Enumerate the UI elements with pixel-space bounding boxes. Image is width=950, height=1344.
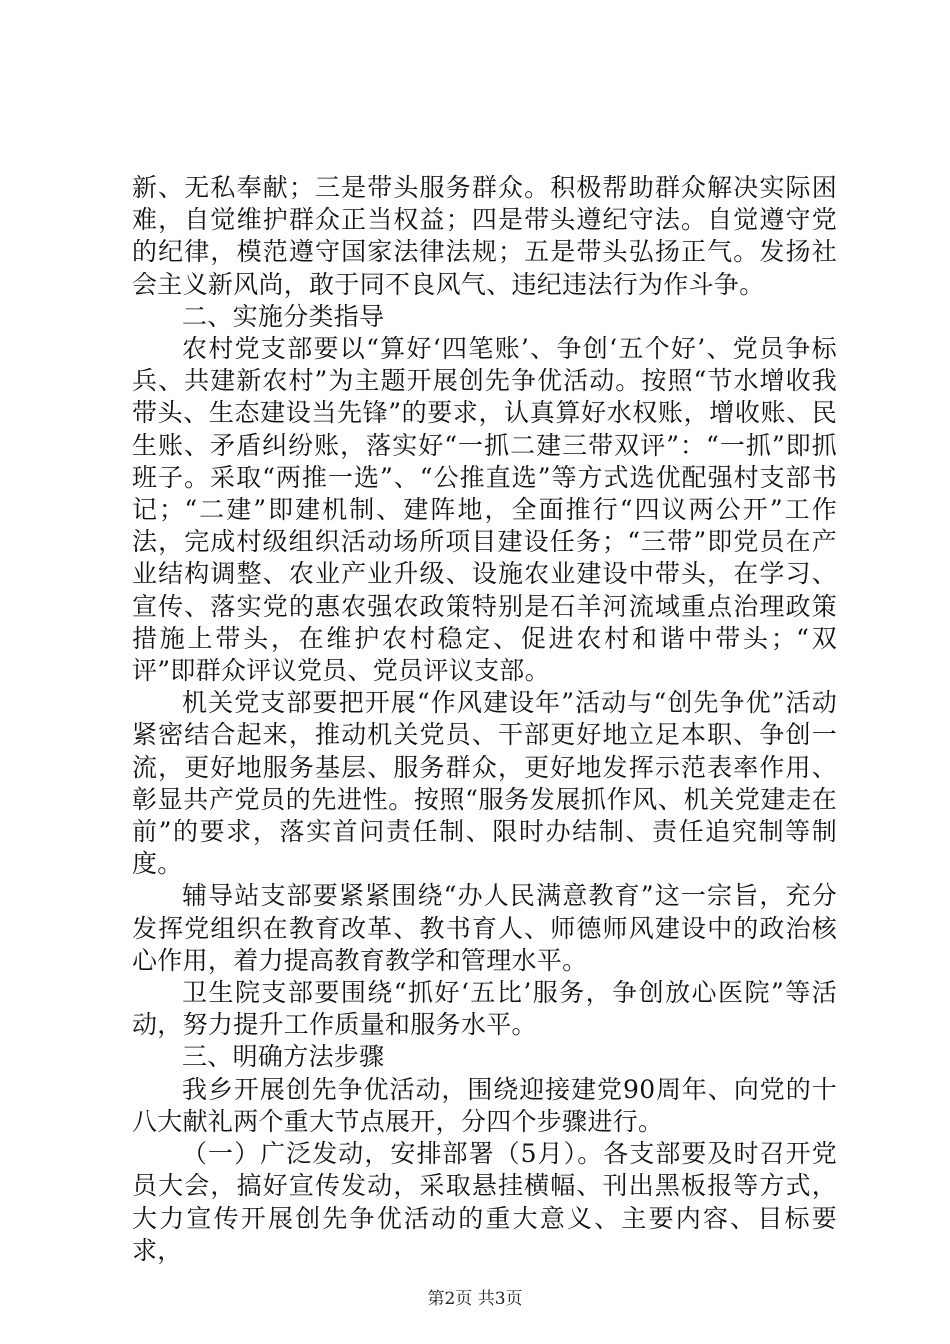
paragraph-steps-intro: 我乡开展创先争优活动，围绕迎接建党90周年、向党的十八大献礼两个重大节点展开，分四个步骤进行。 [132,1074,837,1136]
paragraph-health-branch: 卫生院支部要围绕“抓好‘五比’服务，争创放心医院”等活动，努力提升工作质量和服务水平。 [132,978,837,1040]
document-body [132,172,837,1267]
paragraph-step-1: （一）广泛发动，安排部署（5月）。各支部要及时召开党员大会，搞好宣传发动，采取悬挂横幅、刊出黑板报等方式，大力宣传开展创先争优活动的重大意义、主要内容、目标要求， [132,1139,837,1265]
section-heading-3: 三、明确方法步骤 [182,1042,385,1072]
paragraph-tutoring-branch: 辅导站支部要紧紧围绕“办人民满意教育”这一宗旨，充分发挥党组织在教育改革、教书育人、师德师风建设中的政治核心作用，着力提高教育教学和管理水平。 [132,881,837,975]
paragraph-agency-branch: 机关党支部要把开展“作风建设年”活动与“创先争优”活动紧密结合起来，推动机关党员、干部更好地立足本职、争创一流，更好地服务基层、服务群众，更好地发挥示范表率作用、彰显共产党员的先进性。按照“服务发展抓作风、机关党建走在前”的要求，落实首问责任制、限时办结制、责任追究制等制度。 [132,688,837,879]
paragraph-continuation: 新、无私奉献；三是带头服务群众。积极帮助群众解决实际困难，自觉维护群众正当权益；四是带头遵纪守法。自觉遵守党的纪律，模范遵守国家法律法规；五是带头弘扬正气。发扬社会主义新风尚，敢于同不良风气、违纪违法行为作斗争。 [132,173,837,299]
page-number-footer: 第2页 共3页 [427,1289,523,1309]
section-heading-2: 二、实施分类指导 [182,301,385,331]
paragraph-rural-branch: 农村党支部要以“算好‘四笔账’、争创‘五个好’、党员争标兵、共建新农村”为主题开展创先争优活动。按照“节水增收我带头、生态建设当先锋”的要求，认真算好水权账，增收账、民生账、矛盾纠纷账，落实好“一抓二建三带双评”：“一抓”即抓班子。采取“两推一选”、“公推直选”等方式选优配强村支部书记；“二建”即建机制、建阵地，全面推行“四议两公开”工作法，完成村级组织活动场所项目建设任务；“三带”即党员在产业结构调整、农业产业升级、设施农业建设中带头，在学习、宣传、落实党的惠农强农政策特别是石羊河流域重点治理政策措施上带头，在维护农村稳定、促进农村和谐中带头；“双评”即群众评议党员、党员评议支部。 [132,334,837,686]
